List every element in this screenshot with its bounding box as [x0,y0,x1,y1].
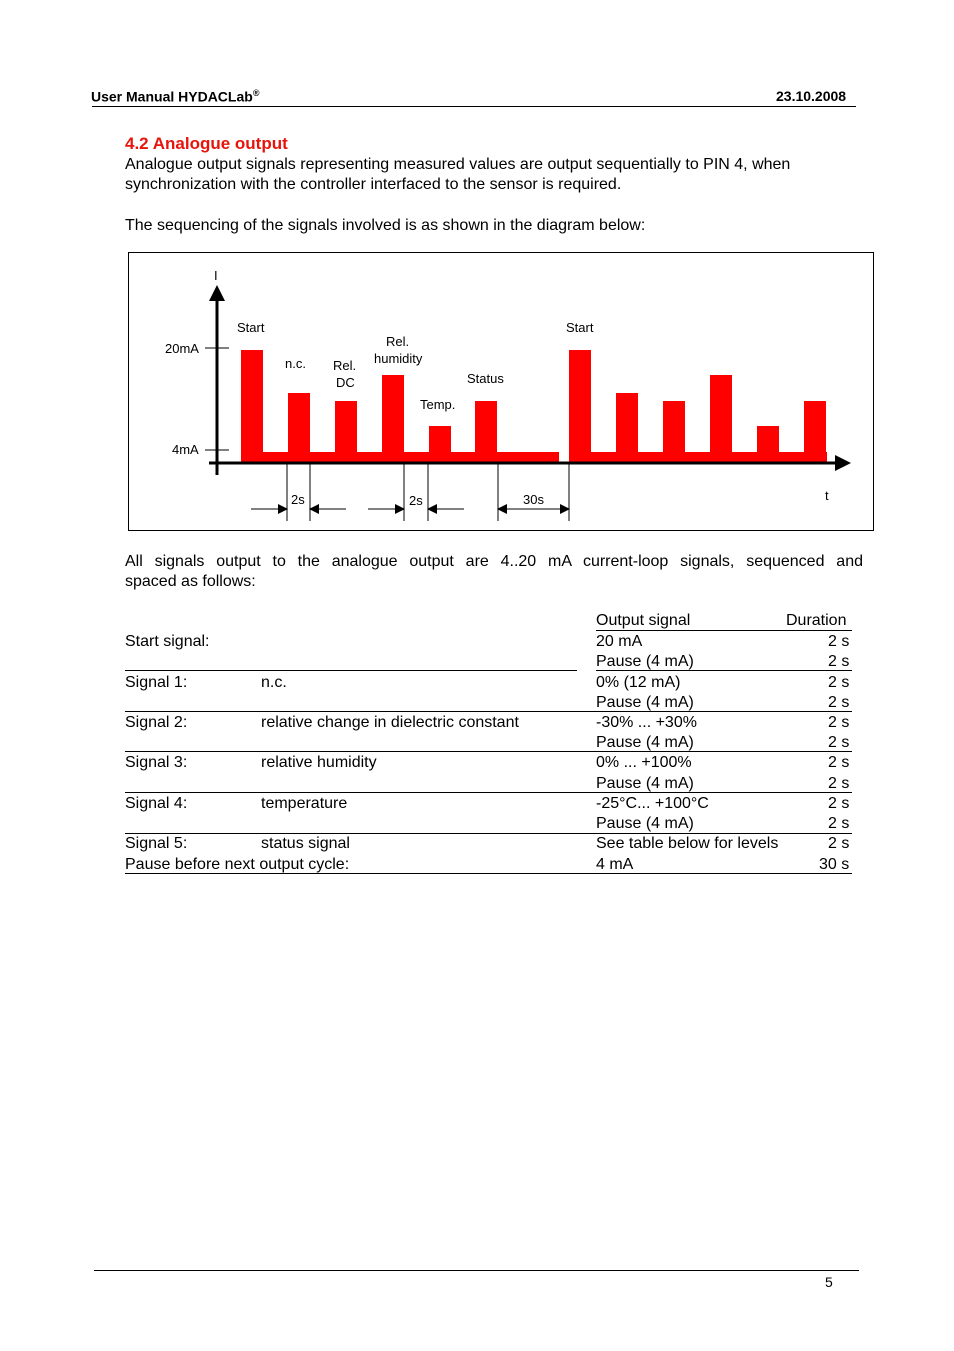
row-4-dur1: 2 s [828,795,850,812]
label-rel-dc-1: Rel. [333,358,357,373]
row-1-dur1: 2 s [828,674,850,691]
row-start-out2: Pause (4 mA) [596,653,694,670]
intro-line-1: Analogue output signals representing measured values are output sequentially to PIN 4, when [125,156,791,173]
row-2-rule [125,751,852,752]
bar-temp [429,426,451,462]
footer-rule [94,1270,859,1271]
bar-rel-humidity [382,375,404,462]
row-2-dur2: 2 s [828,734,850,751]
bar-2-temp [757,426,779,462]
dim-label-30s: 30s [523,492,544,507]
row-5-label: Signal 5: [125,835,188,852]
row-3-out1: 0% ... +100% [596,754,692,771]
row-pause-rule [125,873,852,874]
col-header-output: Output signal [596,612,691,629]
row-start-rule-right [596,670,852,671]
label-rel-humidity-1: Rel. [386,334,410,349]
y-axis-label: I [214,268,218,283]
row-2-out2: Pause (4 mA) [596,734,694,751]
header-rule [92,106,856,107]
dimension-2s-2 [368,463,464,521]
dim-label-2s-2: 2s [409,493,423,508]
header-title: User Manual HYDACLab® [91,88,260,105]
row-pause-dur: 30 s [819,856,850,873]
intro-line-2: synchronization with the controller interfaced to the sensor is required. [125,176,622,193]
tick-label-20ma: 20mA [165,341,199,356]
signal-sequence-diagram [128,252,874,531]
signals-line-2: spaced as follows: [125,573,256,590]
row-2-label: Signal 2: [125,714,188,731]
row-3-desc: relative humidity [261,754,377,771]
dimension-2s-1 [251,463,346,521]
row-3-rule [125,792,852,793]
x-axis-label: t [825,488,829,503]
bar-2-rel-dc [663,401,685,462]
label-start-2: Start [566,320,594,335]
row-1-out1: 0% (12 mA) [596,674,681,691]
x-axis-arrow [835,455,851,471]
row-4-label: Signal 4: [125,795,188,812]
label-nc: n.c. [285,356,306,371]
row-1-desc: n.c. [261,674,287,691]
row-3-label: Signal 3: [125,754,188,771]
col-header-duration: Duration [786,612,847,629]
row-4-desc: temperature [261,795,348,812]
row-4-rule [125,833,852,834]
bar-start-1 [241,350,263,462]
label-status: Status [467,371,504,386]
row-4-out2: Pause (4 mA) [596,815,694,832]
row-start-rule-left [125,670,577,671]
row-2-desc: relative change in dielectric constant [261,714,519,731]
label-temp: Temp. [420,397,456,412]
header-rule-line [596,630,852,631]
dim-label-2s-1: 2s [291,492,305,507]
dimension-30s [498,463,569,521]
section-title: 4.2 Analogue output [125,134,288,153]
bar-baseline-2 [569,452,827,462]
row-1-label: Signal 1: [125,674,188,691]
bar-2-nc [616,393,638,462]
y-axis-arrow [209,285,225,301]
row-5-out1: See table below for levels [596,835,779,852]
row-start-label: Start signal: [125,633,210,650]
row-pause-out: 4 mA [596,856,634,873]
row-5-dur1: 2 s [828,835,850,852]
diagram-svg [129,253,873,530]
page-number: 5 [825,1274,833,1290]
bar-start-2 [569,350,591,462]
signals-line-1: All signals output to the analogue output are 4..20 mA current-loop signals, sequenced and [125,553,863,570]
row-5-desc: status signal [261,835,350,852]
row-start-dur1: 2 s [828,633,850,650]
bar-rel-dc [335,401,357,462]
label-rel-humidity-2: humidity [374,351,423,366]
row-1-rule [125,711,852,712]
header-date: 23.10.2008 [776,88,847,104]
bar-status [475,401,497,462]
label-rel-dc-2: DC [336,375,355,390]
row-3-out2: Pause (4 mA) [596,775,694,792]
row-start-out1: 20 mA [596,633,643,650]
sequence-intro: The sequencing of the signals involved is as shown in the diagram below: [125,217,646,234]
row-4-dur2: 2 s [828,815,850,832]
row-3-dur2: 2 s [828,775,850,792]
bar-2-status [804,401,826,462]
label-start-1: Start [237,320,265,335]
row-2-out1: -30% ... +30% [596,714,697,731]
row-1-dur2: 2 s [828,694,850,711]
row-3-dur1: 2 s [828,754,850,771]
bar-nc [288,393,310,462]
row-4-out1: -25°C... +100°C [596,795,709,812]
row-2-dur1: 2 s [828,714,850,731]
row-1-out2: Pause (4 mA) [596,694,694,711]
tick-label-4ma: 4mA [172,442,199,457]
row-start-dur2: 2 s [828,653,850,670]
bar-2-rel-humidity [710,375,732,462]
registered-mark: ® [252,88,260,98]
row-pause-label: Pause before next output cycle: [125,856,350,873]
